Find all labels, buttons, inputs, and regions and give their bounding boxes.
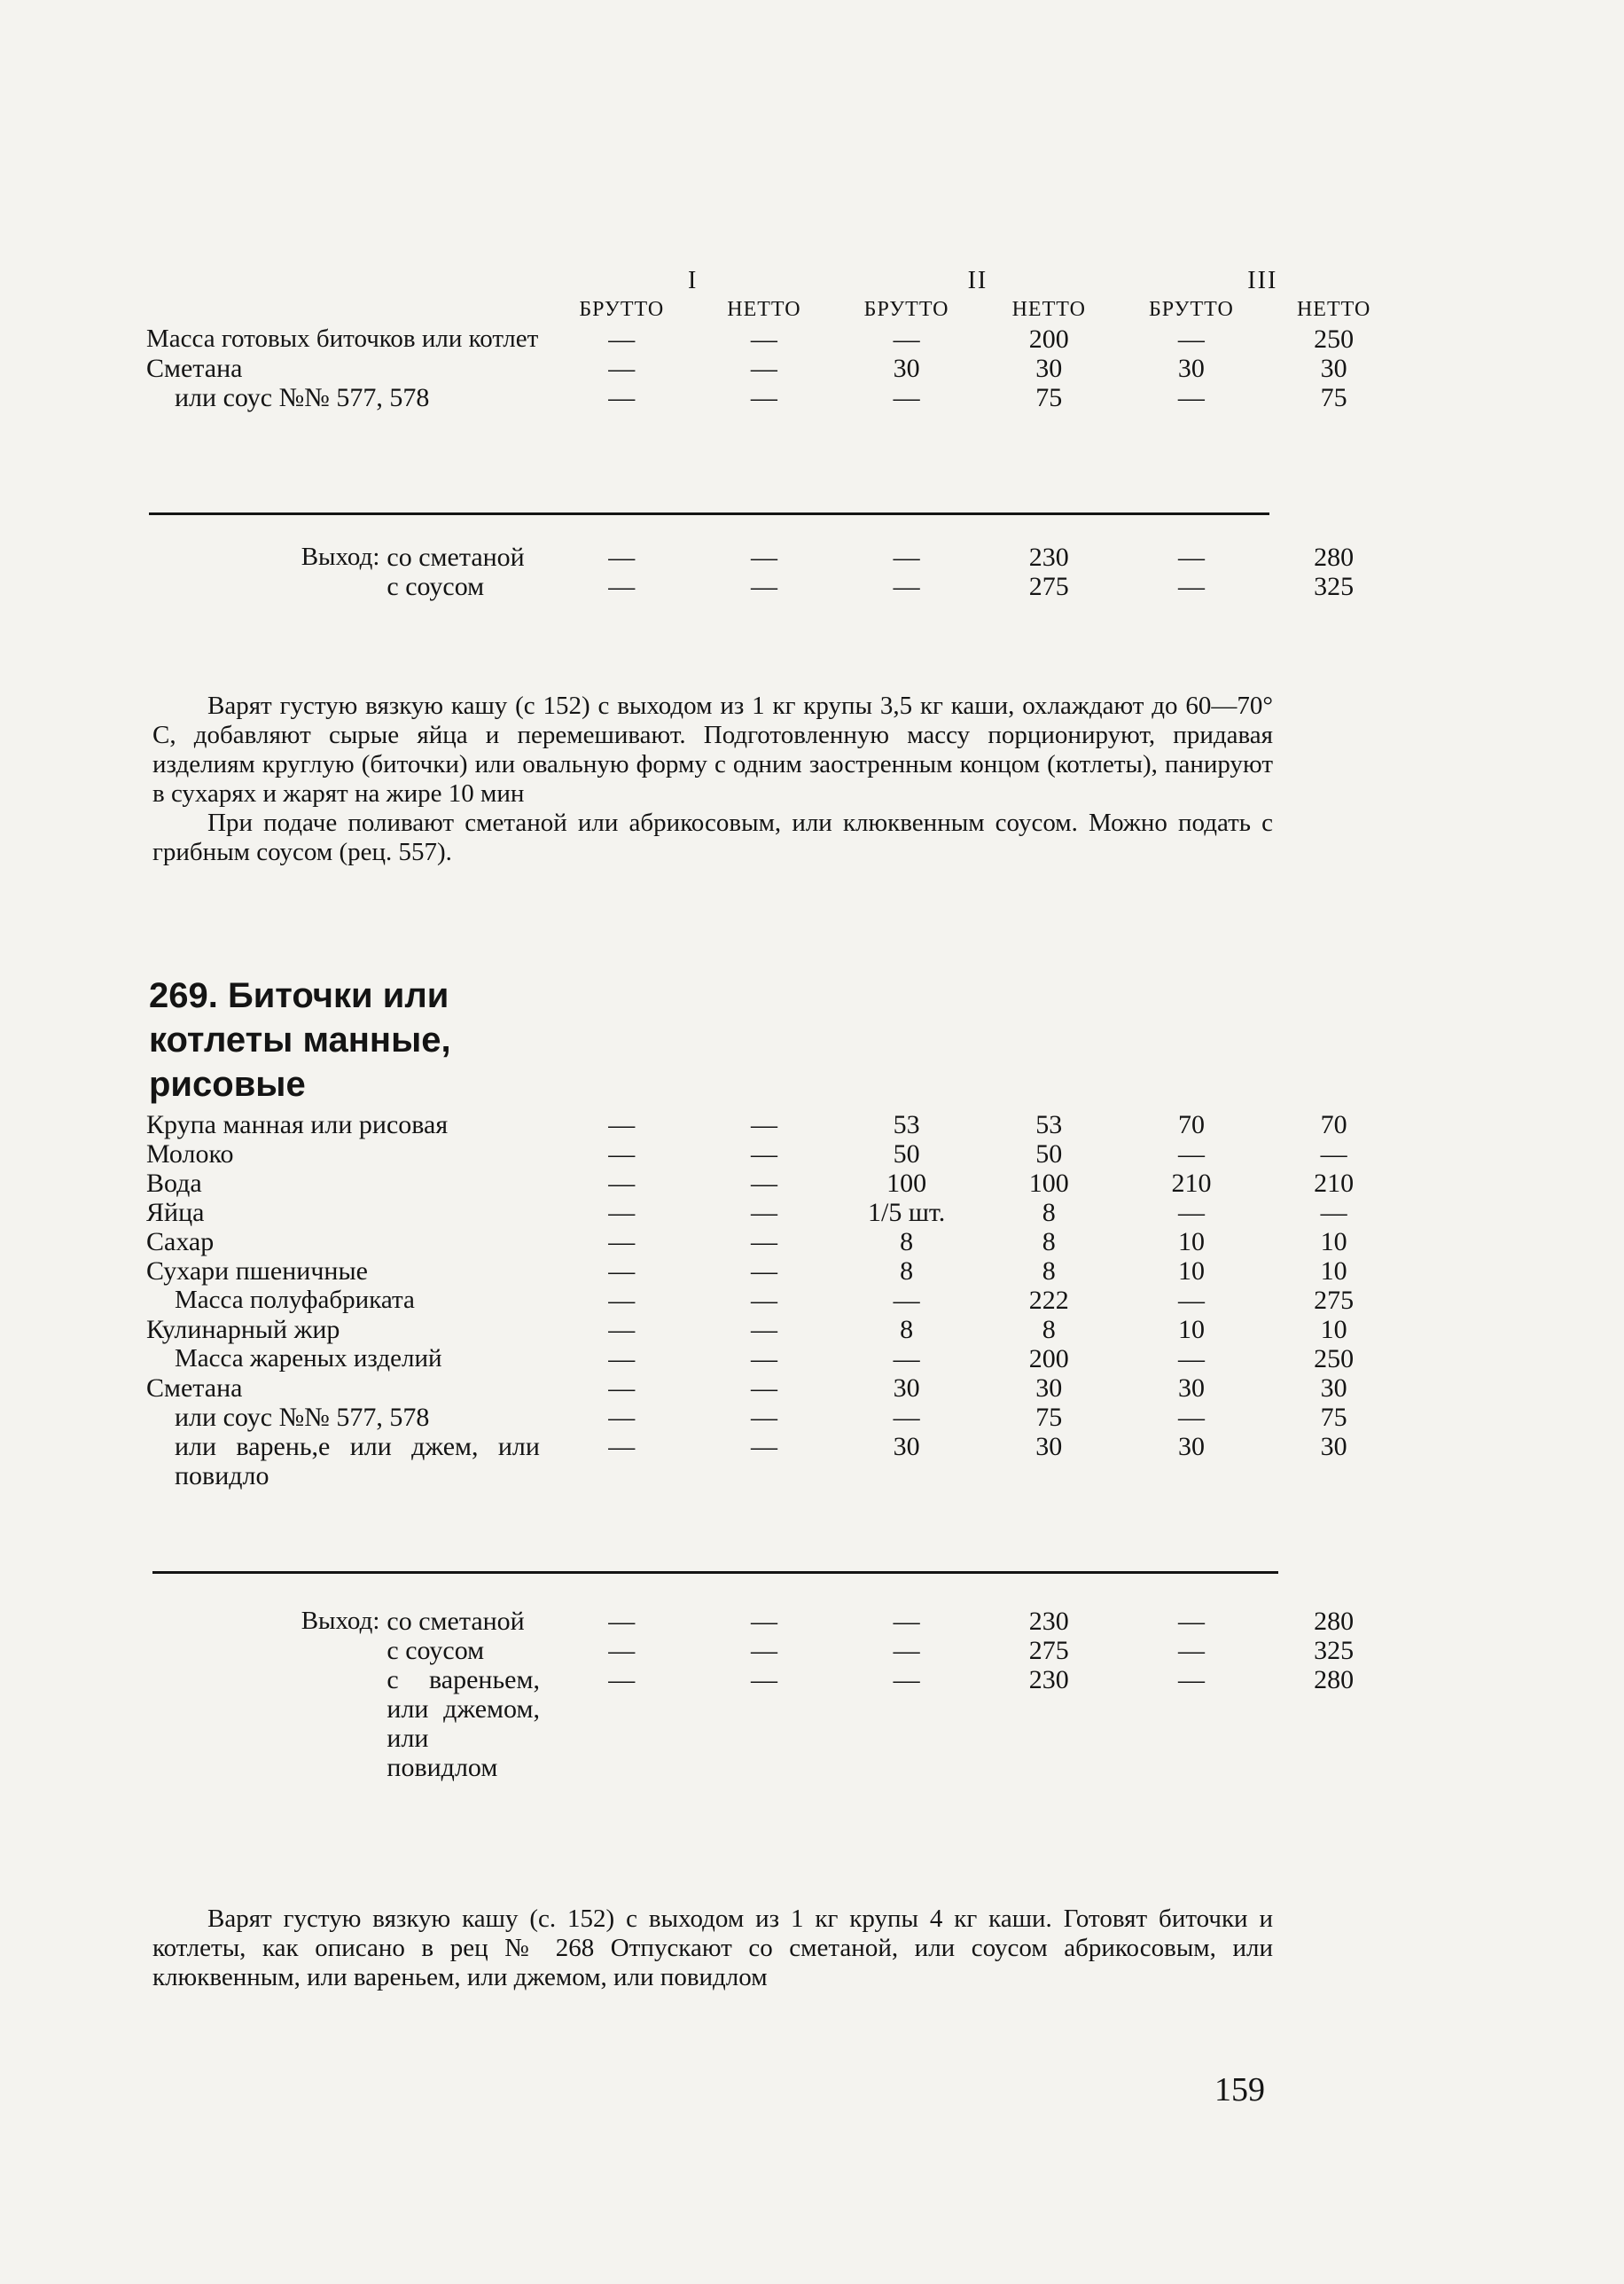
row-name: Яйца <box>146 1198 205 1227</box>
table-row <box>146 1139 1405 1169</box>
cell-value: — <box>608 1607 636 1636</box>
cell-value: — <box>750 572 777 601</box>
cell-value: — <box>608 354 636 383</box>
cell-value: — <box>608 1665 636 1694</box>
cell-value: — <box>608 325 636 354</box>
table-divider <box>152 1571 1278 1574</box>
cell-value: — <box>750 1256 777 1286</box>
cell-value: — <box>750 1315 777 1344</box>
cell-value: 30 <box>1320 1432 1347 1461</box>
cell-value: — <box>608 1315 636 1344</box>
cell-value: — <box>750 1169 777 1198</box>
cell-value: 10 <box>1177 1315 1205 1344</box>
row-name: Молоко <box>146 1139 234 1169</box>
preparation-text <box>152 692 1273 867</box>
cell-value: 10 <box>1320 1256 1347 1286</box>
cell-value: — <box>608 543 636 572</box>
table-row <box>146 1256 1405 1286</box>
table-row <box>146 1286 1405 1315</box>
cell-value: 10 <box>1320 1227 1347 1256</box>
cell-value: 230 <box>1028 543 1069 572</box>
cell-value: — <box>608 1403 636 1432</box>
column-group-2: II <box>967 267 988 294</box>
cell-value: 75 <box>1320 1403 1347 1432</box>
cell-value: 275 <box>1314 1286 1355 1315</box>
cell-value: 230 <box>1028 1607 1069 1636</box>
cell-value: 50 <box>1035 1139 1063 1169</box>
col-netto: НЕТТО <box>727 298 801 321</box>
cell-value: — <box>750 354 777 383</box>
cell-value: 100 <box>1028 1169 1069 1198</box>
page-number: 159 <box>1214 2071 1265 2108</box>
cell-value: — <box>1177 1403 1205 1432</box>
cell-value: 8 <box>900 1256 914 1286</box>
cell-value: 210 <box>1314 1169 1355 1198</box>
table-row <box>146 572 1405 611</box>
cell-value: 275 <box>1028 572 1069 601</box>
row-name: Масса готовых биточков или котлет <box>146 325 539 353</box>
cell-value: — <box>1177 383 1205 412</box>
cell-value: 70 <box>1320 1110 1347 1139</box>
cell-value: — <box>1177 1607 1205 1636</box>
table-divider <box>149 512 1269 515</box>
row-name: Кулинарный жир <box>146 1315 340 1344</box>
cell-value: — <box>893 325 920 354</box>
table-row <box>146 325 1405 354</box>
cell-value: 8 <box>1042 1227 1056 1256</box>
cell-value: — <box>750 1227 777 1256</box>
row-name: со сметаной <box>386 543 525 572</box>
cell-value: — <box>1320 1198 1347 1227</box>
recipe-table-269 <box>146 1110 1405 1490</box>
preparation-text <box>152 1905 1273 1992</box>
cell-value: — <box>750 1286 777 1315</box>
cell-value: — <box>608 1169 636 1198</box>
cell-value: 50 <box>893 1139 920 1169</box>
row-name: Крупа манная или рисовая <box>146 1110 449 1139</box>
cell-value: — <box>1177 1286 1205 1315</box>
output-table <box>146 1607 1405 1782</box>
cell-value: — <box>750 1110 777 1139</box>
cell-value: — <box>608 572 636 601</box>
cell-value: 70 <box>1177 1110 1205 1139</box>
cell-value: 10 <box>1177 1227 1205 1256</box>
table-row <box>146 1403 1405 1432</box>
row-name: с соусом <box>386 1636 485 1665</box>
table-row <box>146 543 1405 572</box>
output-label: Выход: <box>301 543 380 571</box>
cell-value: — <box>1177 1665 1205 1694</box>
cell-value: 8 <box>1042 1315 1056 1344</box>
cell-value: 1/5 шт. <box>867 1198 946 1227</box>
column-group-1: I <box>687 267 699 294</box>
cell-value: 30 <box>893 1432 920 1461</box>
cell-value: — <box>750 1139 777 1169</box>
row-name: или соус №№ 577, 578 <box>175 383 430 412</box>
table-row <box>146 383 1405 412</box>
cell-value: — <box>1177 572 1205 601</box>
column-subheader <box>146 295 1405 325</box>
paragraph: При подаче поливают сметаной или абрикосовым, или клюквенным соусом. Можно подать с грибным соусом (рец. 557). <box>152 809 1273 866</box>
cell-value: — <box>1177 1139 1205 1169</box>
cell-value: — <box>750 325 777 354</box>
cell-value: — <box>608 383 636 412</box>
row-name: Масса полуфабриката <box>175 1286 415 1314</box>
paragraph: Варят густую вязкую кашу (с 152) с выходом из 1 кг крупы 3,5 кг каши, охлаждают до 60—70° С, добавляют сырые яйца и перемешивают. Подготовленную массу порционируют, придавая изделиям круглую (биточки) или овальную форму с одним заостренным концом (котлеты), панируют в сухарях и жарят на жире 10 мин <box>152 692 1273 808</box>
table-row <box>146 1169 1405 1198</box>
cell-value: — <box>750 1636 777 1665</box>
table-row <box>146 1373 1405 1403</box>
table-row <box>146 1110 1405 1139</box>
cell-value: 75 <box>1035 1403 1063 1432</box>
recipe-table-continued <box>146 266 1405 412</box>
table-row <box>146 1665 1405 1782</box>
cell-value: 8 <box>1042 1256 1056 1286</box>
cell-value: — <box>608 1110 636 1139</box>
column-group-3: III <box>1247 267 1278 294</box>
table-row <box>146 1432 1405 1490</box>
cell-value: 30 <box>1177 1432 1205 1461</box>
cell-value: — <box>608 1636 636 1665</box>
cell-value: — <box>893 1403 920 1432</box>
cell-value: 30 <box>1035 1373 1063 1403</box>
row-name: с соусом <box>386 572 485 601</box>
col-netto: НЕТТО <box>1011 298 1086 321</box>
cell-value: 53 <box>1035 1110 1063 1139</box>
row-name: с вареньем, или джемом, или повидлом <box>386 1665 540 1782</box>
cell-value: 280 <box>1314 1607 1355 1636</box>
cell-value: — <box>1320 1139 1347 1169</box>
cell-value: 280 <box>1314 543 1355 572</box>
cell-value: 53 <box>893 1110 920 1139</box>
cell-value: 30 <box>1177 354 1205 383</box>
cell-value: — <box>750 543 777 572</box>
cell-value: 30 <box>1035 354 1063 383</box>
cell-value: — <box>608 1198 636 1227</box>
cell-value: — <box>1177 325 1205 354</box>
column-group-header <box>146 266 1405 295</box>
cell-value: — <box>750 1198 777 1227</box>
cell-value: — <box>750 383 777 412</box>
cell-value: 75 <box>1035 383 1063 412</box>
cell-value: 275 <box>1028 1636 1069 1665</box>
cell-value: 75 <box>1320 383 1347 412</box>
cell-value: 10 <box>1320 1315 1347 1344</box>
cell-value: 30 <box>893 354 920 383</box>
cell-value: — <box>608 1373 636 1403</box>
cell-value: 30 <box>1320 1373 1347 1403</box>
col-brutto: БРУТТО <box>863 298 949 321</box>
cell-value: 8 <box>1042 1198 1056 1227</box>
cell-value: — <box>1177 1636 1205 1665</box>
output-label: Выход: <box>301 1607 380 1635</box>
cell-value: 325 <box>1314 1636 1355 1665</box>
cell-value: — <box>608 1256 636 1286</box>
cell-value: — <box>1177 1198 1205 1227</box>
row-name: Сахар <box>146 1227 215 1256</box>
cell-value: 325 <box>1314 572 1355 601</box>
cell-value: 8 <box>900 1227 914 1256</box>
paragraph: Варят густую вязкую кашу (с. 152) с выходом из 1 кг крупы 4 кг каши. Готовят биточки и котлеты, как описано в рец № 268 Отпускают со сметаной, или соусом абрикосовым, или клюквенным, или вареньем, или джемом, или повидлом <box>152 1905 1273 1991</box>
cell-value: — <box>893 1665 920 1694</box>
cell-value: 30 <box>893 1373 920 1403</box>
row-name: Сухари пшеничные <box>146 1256 368 1286</box>
col-brutto: БРУТТО <box>579 298 665 321</box>
cell-value: — <box>893 1286 920 1315</box>
output-table <box>146 543 1405 611</box>
cell-value: — <box>893 1607 920 1636</box>
cell-value: — <box>750 1403 777 1432</box>
cell-value: 200 <box>1028 1344 1069 1373</box>
table-row <box>146 1344 1405 1373</box>
table-row <box>146 354 1405 383</box>
table-row <box>146 1198 1405 1227</box>
table-row <box>146 1227 1405 1256</box>
cell-value: 30 <box>1320 354 1347 383</box>
row-name: или варень,е или джем, или повидло <box>175 1432 540 1490</box>
cell-value: — <box>1177 543 1205 572</box>
row-name: Масса жареных изделий <box>175 1344 442 1373</box>
cell-value: 8 <box>900 1315 914 1344</box>
cell-value: 100 <box>886 1169 927 1198</box>
cell-value: 222 <box>1028 1286 1069 1315</box>
cell-value: — <box>893 543 920 572</box>
cell-value: — <box>893 383 920 412</box>
cell-value: — <box>750 1344 777 1373</box>
cell-value: 250 <box>1314 325 1355 354</box>
cell-value: — <box>608 1286 636 1315</box>
cell-value: — <box>750 1373 777 1403</box>
recipe-title: 269. Биточки или котлеты манные, рисовые <box>149 976 451 1104</box>
row-name: со сметаной <box>386 1607 525 1636</box>
cell-value: — <box>893 1344 920 1373</box>
cell-value: — <box>608 1344 636 1373</box>
table-row <box>146 1607 1405 1636</box>
cell-value: — <box>1177 1344 1205 1373</box>
cell-value: 30 <box>1177 1373 1205 1403</box>
cell-value: 280 <box>1314 1665 1355 1694</box>
cell-value: — <box>750 1665 777 1694</box>
row-name: Сметана <box>146 354 243 383</box>
cell-value: 200 <box>1028 325 1069 354</box>
cell-value: — <box>750 1607 777 1636</box>
cell-value: — <box>750 1432 777 1461</box>
col-netto: НЕТТО <box>1296 298 1371 321</box>
cell-value: — <box>608 1139 636 1169</box>
cell-value: — <box>893 1636 920 1665</box>
cell-value: 250 <box>1314 1344 1355 1373</box>
cell-value: 230 <box>1028 1665 1069 1694</box>
cell-value: — <box>893 572 920 601</box>
cell-value: 210 <box>1171 1169 1212 1198</box>
cell-value: — <box>608 1432 636 1461</box>
row-name: Вода <box>146 1169 202 1198</box>
cell-value: — <box>608 1227 636 1256</box>
row-name: или соус №№ 577, 578 <box>175 1403 430 1432</box>
table-row <box>146 1636 1405 1665</box>
cell-value: 30 <box>1035 1432 1063 1461</box>
row-name: Сметана <box>146 1373 243 1403</box>
table-row <box>146 1315 1405 1344</box>
cell-value: 10 <box>1177 1256 1205 1286</box>
col-brutto: БРУТТО <box>1148 298 1234 321</box>
